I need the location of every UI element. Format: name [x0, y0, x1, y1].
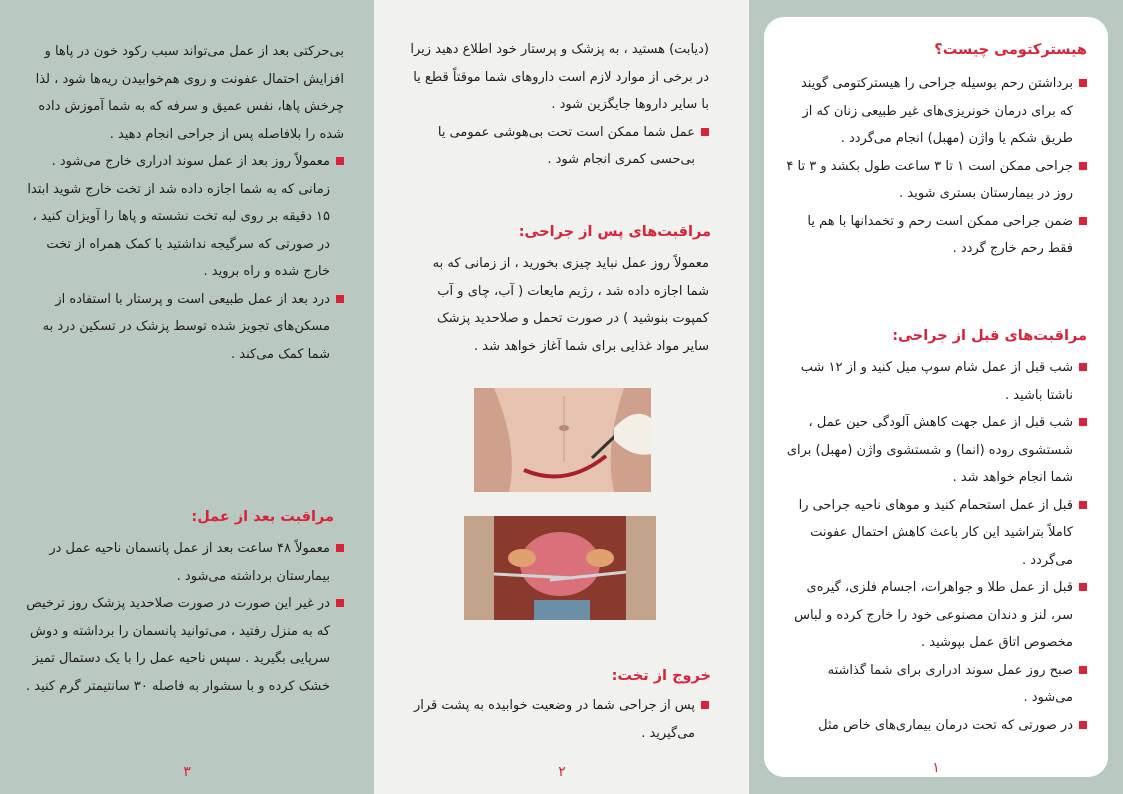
panel2-para: معمولاً روز عمل نباید چیزی بخورید ، از زمانی که به شما اجازه داده شد ، رژیم مایعات ( آب، چای و آب کمپوت بنوشید ) در صورت تحمل و صلاحدید پزشک سایر مواد غذایی برای شما آغاز خواهد شد .	[432, 256, 709, 354]
panel2-bullet-2: پس از جراحی شما در وضعیت خوابیده به پشت قرار می‌گیرید .	[409, 692, 709, 747]
panel1-bullet-1: برداشتن رحم بوسیله جراحی را هیسترکتومی گویند که برای درمان خونریزی‌های غیر طبیعی زنان که از طریق شکم یا واژن (مهبل) انجام می‌گردد .	[785, 70, 1087, 153]
panel1-heading-pre-op: مراقبت‌های قبل از جراحی:	[892, 328, 1087, 344]
abdomen-incision-image	[474, 388, 651, 492]
panel3-body-top	[22, 38, 344, 368]
panel1-bullet-6: قبل از عمل استحمام کنید و موهای ناحیه جراحی را کاملاً بتراشید این کار باعث کاهش احتمال عفونت می‌گردد .	[785, 492, 1087, 575]
panel1-bullet-7: قبل از عمل طلا و جواهرات، اجسام فلزی، گیره‌ی سر، لنز و دندان مصنوعی خود را خارج کرده و لباس مخصوص اتاق عمل بپوشید .	[785, 574, 1087, 657]
panel2-body-mid	[409, 250, 709, 360]
panel3-body-bottom	[22, 535, 344, 700]
panel2-body-bottom	[409, 692, 709, 747]
panel3-bullet-1: معمولاً روز بعد از عمل سوند ادراری خارج می‌شود . زمانی که به شما اجازه داده شد از تخت خارج شوید ابتدا ۱۵ دقیقه بر روی لبه تخت نشسته و پاها را آویزان کنید ، در صورتی که سرگیجه نداشتید با کمک همراه از تخت خارج شده و راه بروید .	[22, 148, 344, 286]
panel1-bullet-2: جراحی ممکن است ۱ تا ۳ ساعت طول بکشد و ۳ تا ۴ روز در بیمارستان بستری شوید .	[785, 153, 1087, 208]
page-number-1: ۱	[932, 760, 940, 776]
panel1-bullet-5: شب قبل از عمل جهت کاهش آلودگی حین عمل ، شستشوی روده (انما) و شستشوی واژن (مهبل) برای شما انجام خواهد شد .	[785, 409, 1087, 492]
panel1-heading-what-is: هیسترکتومی چیست؟	[934, 42, 1087, 58]
panel2-intro: (دیابت) هستید ، به پزشک و پرستار خود اطلاع دهید زیرا در برخی از موارد لازم است داروهای شما موقتاً قطع یا با سایر داروها جایگزین شود .	[410, 42, 709, 112]
page-number-2: ۲	[558, 764, 566, 780]
panel3-heading-after-op: مراقبت بعد از عمل:	[191, 509, 334, 525]
panel2-bullet-1: عمل شما ممکن است تحت بی‌هوشی عمومی یا بی‌حسی کمری انجام شود .	[409, 119, 709, 174]
panel1-bullet-9: در صورتی که تحت درمان بیماری‌های خاص مثل	[785, 712, 1087, 740]
panel2-heading-post-op: مراقبت‌های پس از جراحی:	[518, 224, 711, 240]
page-number-3: ۳	[183, 764, 191, 780]
panel-page-2	[374, 0, 749, 794]
panel3-bullet-4: در غیر این صورت در صورت صلاحدید پزشک روز ترخیص که به منزل رفتید ، می‌توانید پانسمان را برداشته و دوش سرپایی بگیرید . سپس ناحیه عمل را با یک دستمال تمیز خشک کرده و با سشوار به فاصله ۳۰ سانتیمتر گرم کنید .	[22, 590, 344, 700]
panel2-body-top	[409, 36, 709, 174]
panel1-body-bottom	[785, 354, 1087, 739]
panel-page-1	[749, 0, 1123, 794]
panel1-body-top	[785, 70, 1087, 263]
panel1-bullet-8: صبح روز عمل سوند ادراری برای شما گذاشته می‌شود .	[785, 657, 1087, 712]
panel3-bullet-3: معمولاً ۴۸ ساعت بعد از عمل پانسمان ناحیه عمل در بیمارستان برداشته می‌شود .	[22, 535, 344, 590]
panel1-bullet-4: شب قبل از عمل شام سوپ میل کنید و از ۱۲ شب ناشتا باشید .	[785, 354, 1087, 409]
panel3-bullet-2: درد بعد از عمل طبیعی است و پرستار با استفاده از مسکن‌های تجویز شده توسط پزشک در تسکین درد به شما کمک می‌کند .	[22, 286, 344, 369]
panel-page-3	[0, 0, 374, 794]
panel2-heading-getting-up: خروج از تخت:	[611, 668, 711, 684]
panel1-bullet-3: ضمن جراحی ممکن است رحم و تخمدانها با هم یا فقط رحم خارج گردد .	[785, 208, 1087, 263]
uterus-surgery-image	[464, 516, 656, 620]
panel3-intro: بی‌حرکتی بعد از عمل می‌تواند سبب رکود خون در پاها و افزایش احتمال عفونت و روی هم‌خوابیدن ریه‌ها شود ، لذا چرخش پاها، نفس عمیق و سرفه که به شما آموزش داده شده را بلافاصله پس از جراحی انجام دهید .	[35, 44, 344, 142]
